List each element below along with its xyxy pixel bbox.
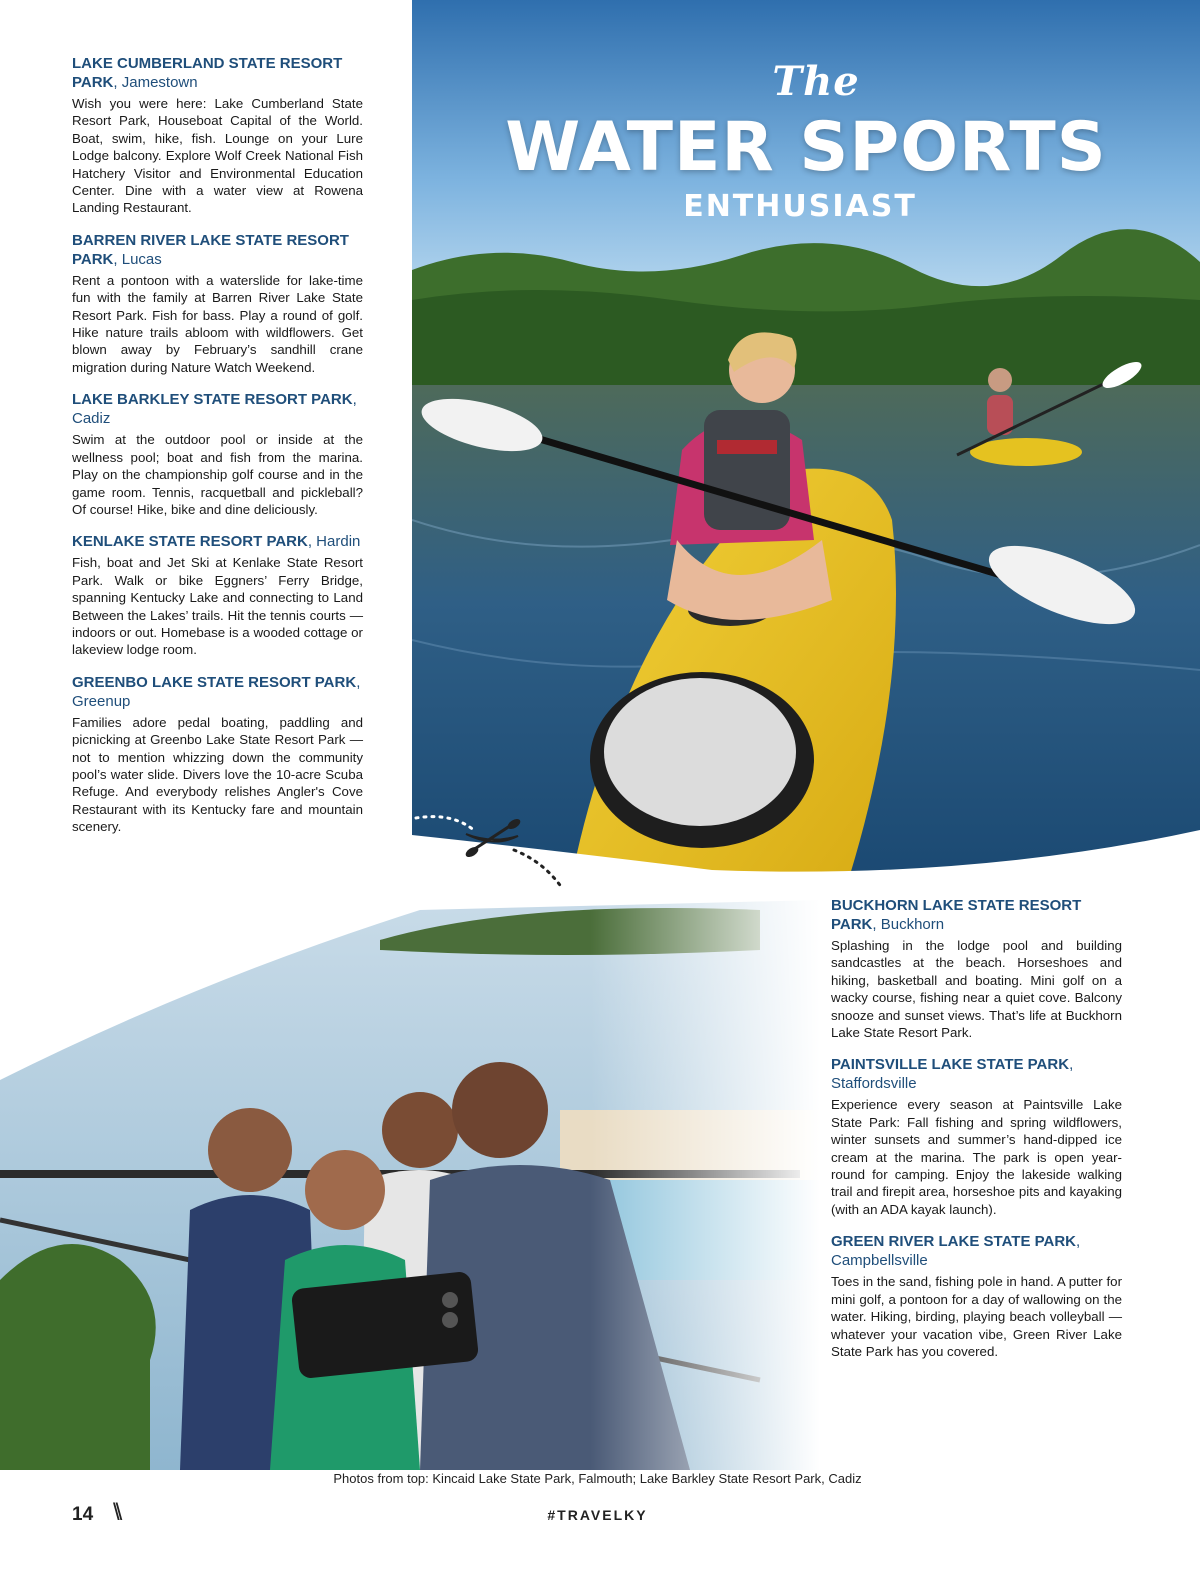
kayak-photo	[412, 0, 1200, 930]
park-entry	[72, 54, 363, 217]
park-entry	[72, 532, 363, 658]
park-entry	[831, 896, 1122, 1041]
footer-mark: \\	[113, 1499, 119, 1526]
park-entry	[72, 390, 363, 518]
park-heading	[831, 1055, 1122, 1093]
park-entry	[72, 673, 363, 836]
park-town: , Cadiz	[72, 391, 357, 428]
park-name: BUCKHORN LAKE STATE RESORT PARK	[831, 897, 1082, 933]
park-description: Fish, boat and Jet Ski at Kenlake State Resort Park. Walk or bike Eggners’ Ferry Bridge, spanning Kentucky Lake and connecting to Land Between the Lakes’ trails. Hit the tennis courts — indoors or out. Homebase is a wooded cottage or lakeview lodge room.	[72, 555, 363, 658]
park-entry	[72, 231, 363, 376]
headline-main: WATER SPORTS	[505, 108, 1107, 187]
park-description: Rent a pontoon with a waterslide for lake-time fun with the family at Barren River Lake State Resort Park. Fish for bass. Play a round of golf. Hike nature trails abloom with wildflowers. Get blown away by February’s sandhill crane migration during Nature Watch Weekend.	[72, 272, 363, 375]
park-heading	[72, 673, 363, 711]
park-town: , Staffordsville	[831, 1056, 1074, 1093]
park-name: BARREN RIVER LAKE STATE RESORT PARK	[72, 231, 349, 268]
headline-sub: ENTHUSIAST	[683, 189, 917, 224]
park-town: , Buckhorn	[872, 916, 945, 933]
park-entry	[831, 1055, 1122, 1218]
kayak-photo-illustration	[412, 0, 1200, 930]
park-description: Families adore pedal boating, paddling and picnicking at Greenbo Lake State Resort Park — not to mention whizzing down the community pool’s water slide. Divers love the 10-acre Scuba Refuge. And everybody relishes Angler's Cove Restaurant with its Kentucky fare and mountain scenery.	[72, 714, 363, 835]
park-name: LAKE CUMBERLAND STATE RESORT PARK	[72, 55, 343, 91]
photo-caption: Photos from top: Kincaid Lake State Park, Falmouth; Lake Barkley State Resort Park, Cadiz	[333, 1471, 862, 1486]
park-heading	[72, 532, 363, 551]
left-column	[72, 54, 363, 850]
park-description: Wish you were here: Lake Cumberland State Resort Park, Houseboat Capital of the World. Boat, swim, hike, fish. Lounge on your Lure Lodge balcony. Explore Wolf Creek National Fish Hatchery Visitor and Environmental Education Center. Dine with a water view at Rowena Landing Restaurant.	[72, 96, 363, 216]
park-description: Splashing in the lodge pool and building sandcastles at the beach. Horseshoes and hiking, basketball and boating. Mini golf on a wacky course, fishing near a quiet cove. Balcony snooze and sunset views. That’s life at Buckhorn Lake State Resort Park.	[831, 938, 1122, 1041]
park-town: , Hardin	[307, 533, 361, 551]
footer-hashtag: #TRAVELKY	[547, 1507, 648, 1523]
park-description: Swim at the outdoor pool or inside at the wellness pool; boat and fish from the marina. Play on the championship golf course and in the game room. Tennis, racquetball and pickleball? Of course! Hike, bike and dine deliciously.	[72, 432, 363, 517]
park-name: LAKE BARKLEY STATE RESORT PARK	[72, 391, 353, 409]
headline-the: The	[772, 58, 860, 105]
park-town: , Lucas	[113, 250, 162, 268]
park-name: GREEN RIVER LAKE STATE PARK	[831, 1233, 1077, 1251]
park-heading	[72, 390, 363, 428]
park-town: , Jamestown	[113, 74, 198, 91]
park-name: KENLAKE STATE RESORT PARK	[72, 533, 308, 551]
park-description: Experience every season at Paintsville Lake State Park: Fall fishing and spring wildflowers, winter sunsets and summer’s hand-dipped ice cream at the marina. The park is open year-round for camping. Enjoy the lakeside walking trail and firepit area, horseshoe pits and kayaking (with an ADA kayak launch).	[831, 1097, 1122, 1217]
family-photo-illustration	[0, 880, 820, 1470]
page-number: 14	[72, 1504, 94, 1525]
park-name: GREENBO LAKE STATE RESORT PARK	[72, 673, 357, 691]
park-town: , Greenup	[72, 673, 361, 710]
right-column	[831, 896, 1122, 1374]
family-photo	[0, 880, 820, 1470]
park-heading	[831, 1232, 1122, 1270]
park-entry	[831, 1232, 1122, 1360]
park-heading	[831, 896, 1122, 934]
park-town: , Campbellsville	[831, 1233, 1081, 1270]
park-heading	[72, 54, 363, 92]
park-name: PAINTSVILLE LAKE STATE PARK	[831, 1056, 1070, 1074]
park-description: Toes in the sand, fishing pole in hand. A putter for mini golf, a pontoon for a day of wallowing on the water. Hiking, birding, playing beach volleyball — whatever your vacation vibe, Green River Lake State Park has you covered.	[831, 1274, 1122, 1359]
park-heading	[72, 231, 363, 269]
